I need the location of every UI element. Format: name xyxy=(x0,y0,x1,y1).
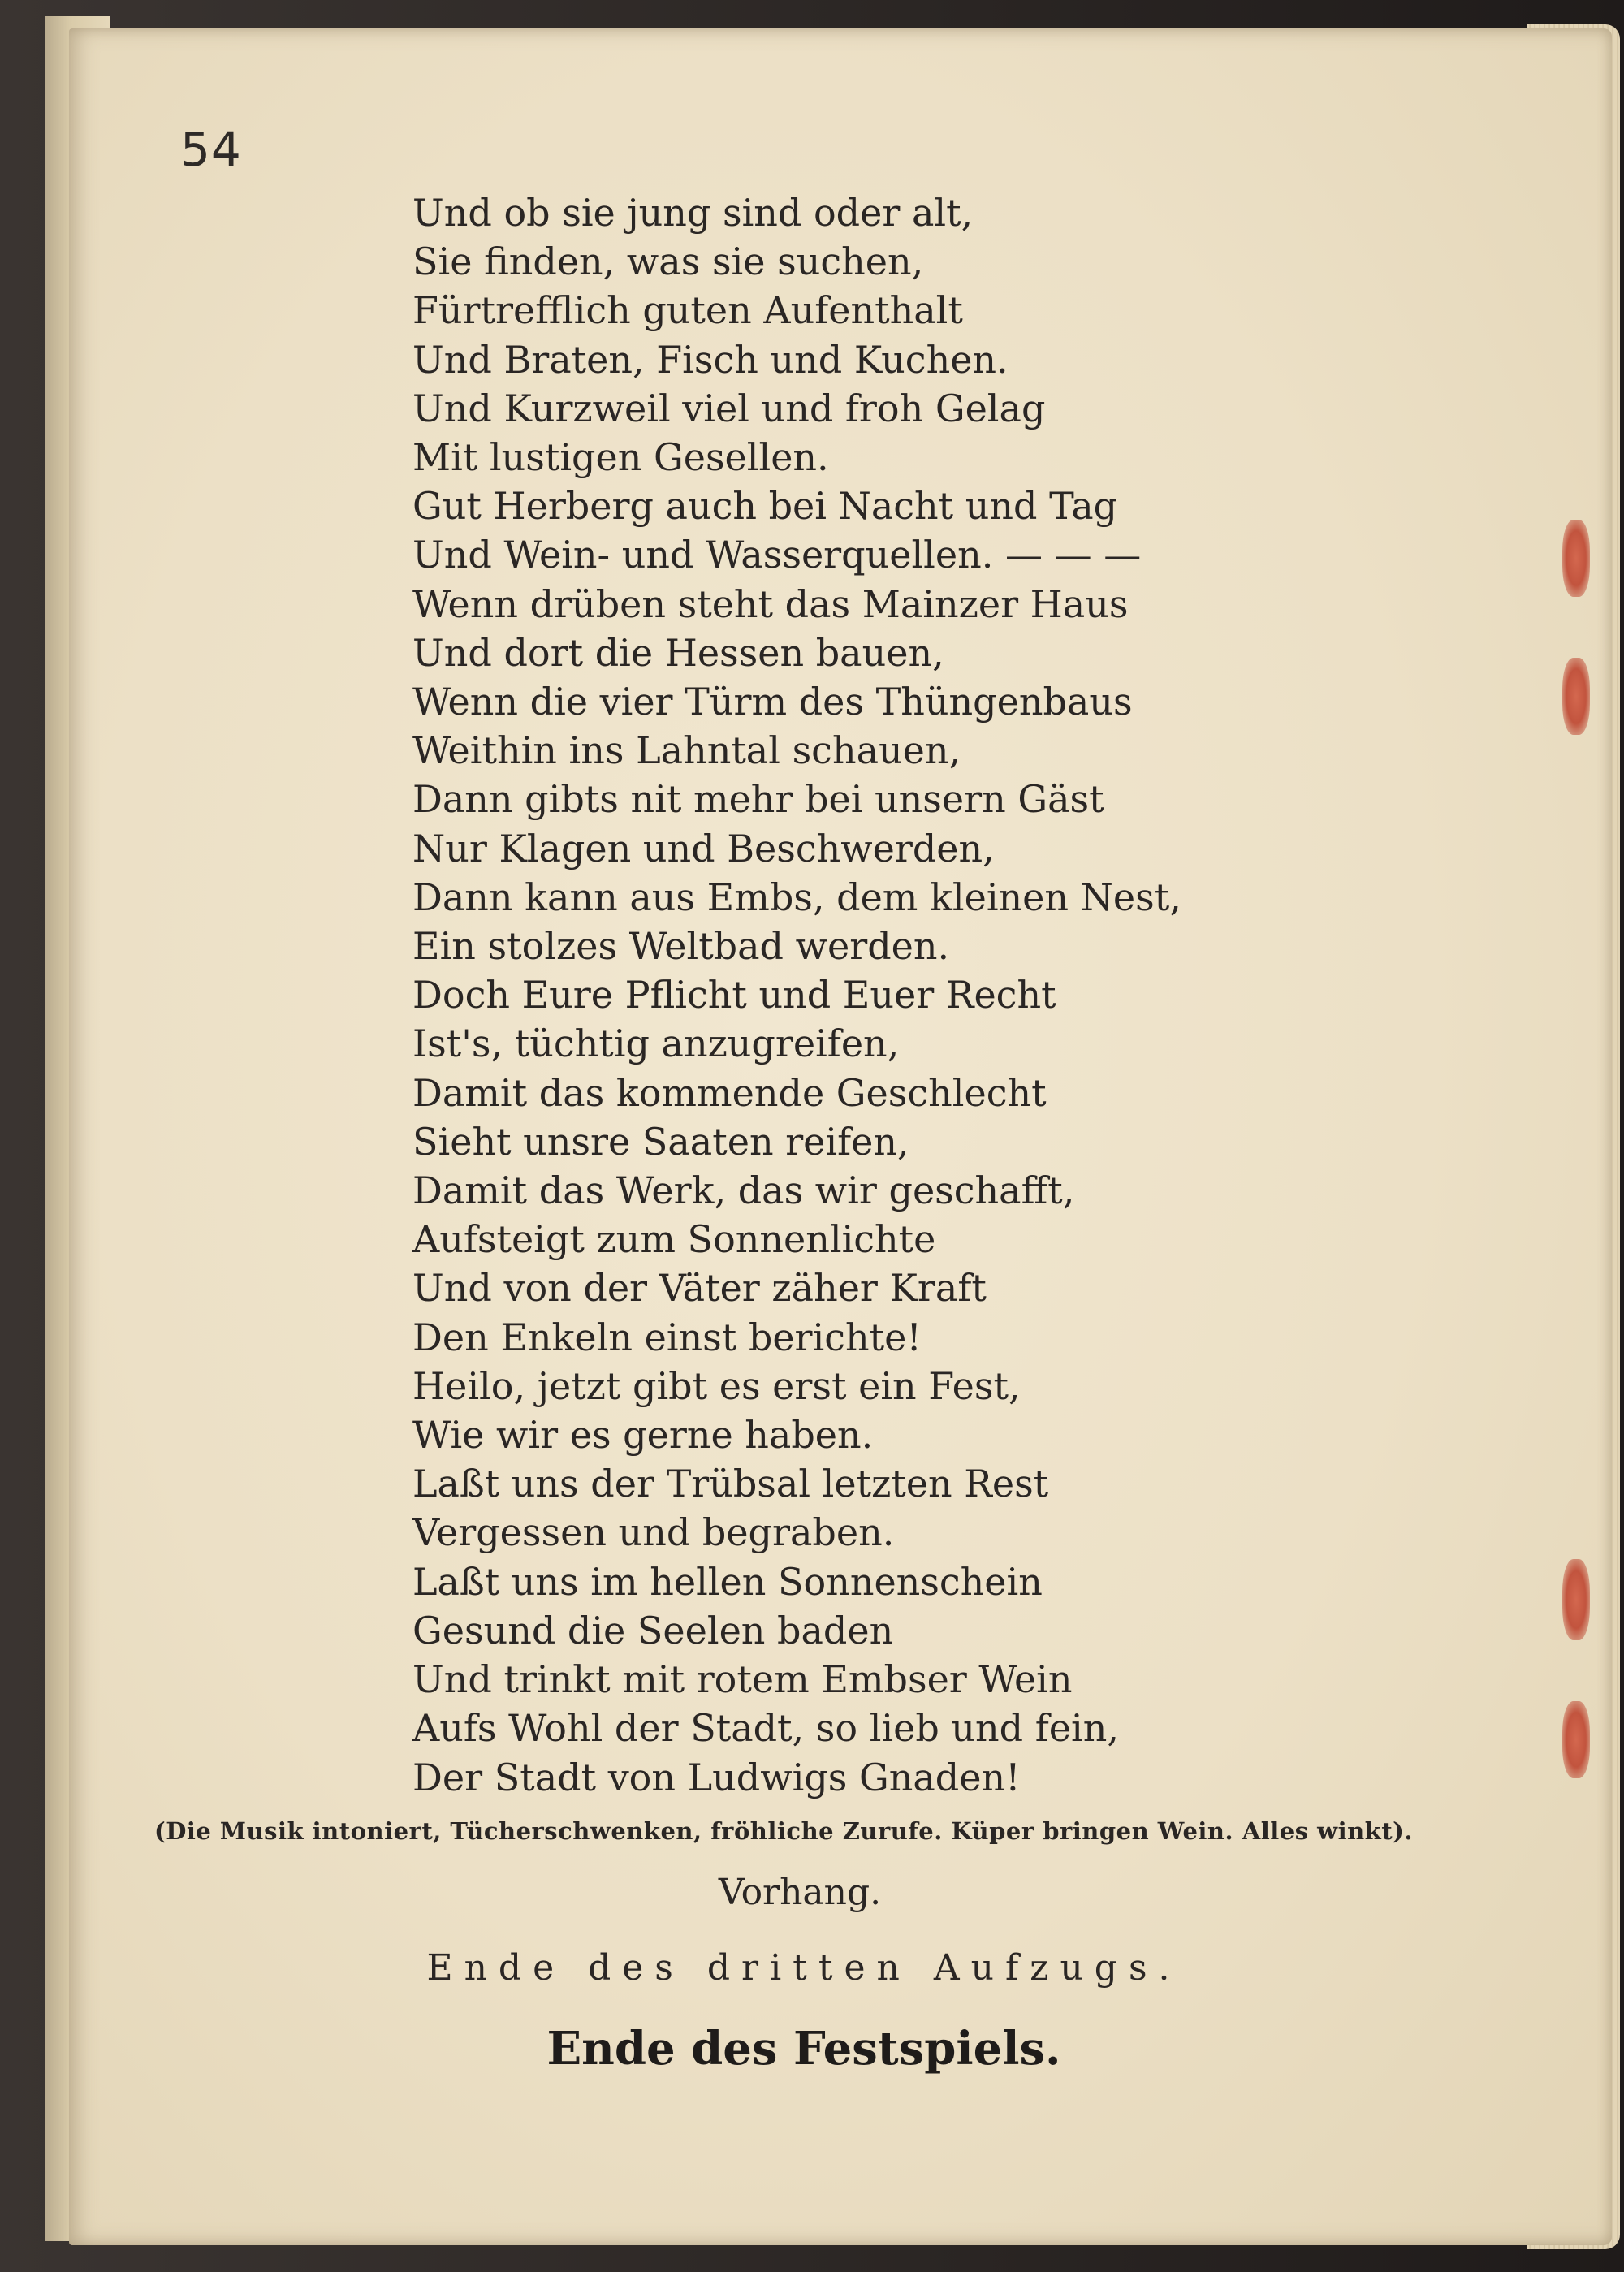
verse-line: Wenn drüben steht das Mainzer Haus xyxy=(412,581,1129,626)
curtain-heading: Vorhang. xyxy=(718,1872,882,1913)
verse-line: Und Wein- und Wasserquellen. — — — xyxy=(412,533,1142,577)
verse-line: Gut Herberg auch bei Nacht und Tag xyxy=(412,484,1118,529)
verse-line: Und dort die Hessen bauen, xyxy=(412,630,944,675)
verse-line: Der Stadt von Ludwigs Gnaden! xyxy=(412,1755,1021,1799)
verse-line: Fürtrefflich guten Aufenthalt xyxy=(412,288,963,333)
verse-line: Dann gibts nit mehr bei unsern Gäst xyxy=(412,777,1104,822)
verse-line: Mit lustigen Gesellen. xyxy=(412,435,829,480)
verse-line: Ein stolzes Weltbad werden. xyxy=(412,924,950,969)
end-of-act-heading: Ende des dritten Aufzugs. xyxy=(426,1947,1181,1989)
verse-line: Heilo, jetzt gibt es erst ein Fest, xyxy=(412,1363,1021,1408)
verse-line: Doch Eure Pflicht und Euer Recht xyxy=(412,973,1056,1017)
verse-line: Wie wir es gerne haben. xyxy=(412,1413,874,1458)
verse-line: Nur Klagen und Beschwerden, xyxy=(412,826,995,870)
verse-line: Laßt uns im hellen Sonnenschein xyxy=(412,1559,1043,1604)
verse-line: Und von der Väter zäher Kraft xyxy=(412,1266,987,1311)
verse-line: Weithin ins Lahntal schauen, xyxy=(412,728,961,773)
verse-line: Wenn die vier Türm des Thüngenbaus xyxy=(412,680,1133,724)
verse-line: Und Braten, Fisch und Kuchen. xyxy=(412,337,1009,382)
verse-line: Damit das Werk, das wir geschafft, xyxy=(412,1168,1075,1213)
page-number: 54 xyxy=(180,122,242,177)
verse-line: Aufs Wohl der Stadt, so lieb und fein, xyxy=(412,1706,1119,1751)
verse-line: Den Enkeln einst berichte! xyxy=(412,1315,922,1359)
stage-direction: (Die Musik intoniert, Tücherschwenken, fröhliche Zurufe. Küper bringen Wein. Alles winkt). xyxy=(154,1817,1413,1845)
verse-line: Und trinkt mit rotem Embser Wein xyxy=(412,1657,1073,1702)
verse-line: Gesund die Seelen baden xyxy=(412,1608,894,1652)
verse-block xyxy=(412,188,1566,1802)
verse-line: Damit das kommende Geschlecht xyxy=(412,1070,1047,1115)
verse-line: Laßt uns der Trübsal letzten Rest xyxy=(412,1462,1049,1506)
end-of-play-heading: Ende des Festspiels. xyxy=(546,2022,1061,2075)
red-mark-2 xyxy=(1562,658,1590,735)
verse-line: Ist's, tüchtig anzugreifen, xyxy=(412,1022,900,1066)
red-mark-3 xyxy=(1562,1559,1590,1640)
verse-line: Aufsteigt zum Sonnenlichte xyxy=(412,1217,936,1262)
verse-line: Sie finden, was sie suchen, xyxy=(412,240,924,284)
verse-line: Und ob sie jung sind oder alt, xyxy=(412,191,974,235)
red-mark-1 xyxy=(1562,520,1590,597)
verse-line: Vergessen und begraben. xyxy=(412,1510,895,1555)
verse-line: Und Kurzweil viel und froh Gelag xyxy=(412,386,1046,430)
red-mark-4 xyxy=(1562,1701,1590,1778)
verse-line: Dann kann aus Embs, dem kleinen Nest, xyxy=(412,875,1181,919)
verse-line: Sieht unsre Saaten reifen, xyxy=(412,1119,909,1164)
